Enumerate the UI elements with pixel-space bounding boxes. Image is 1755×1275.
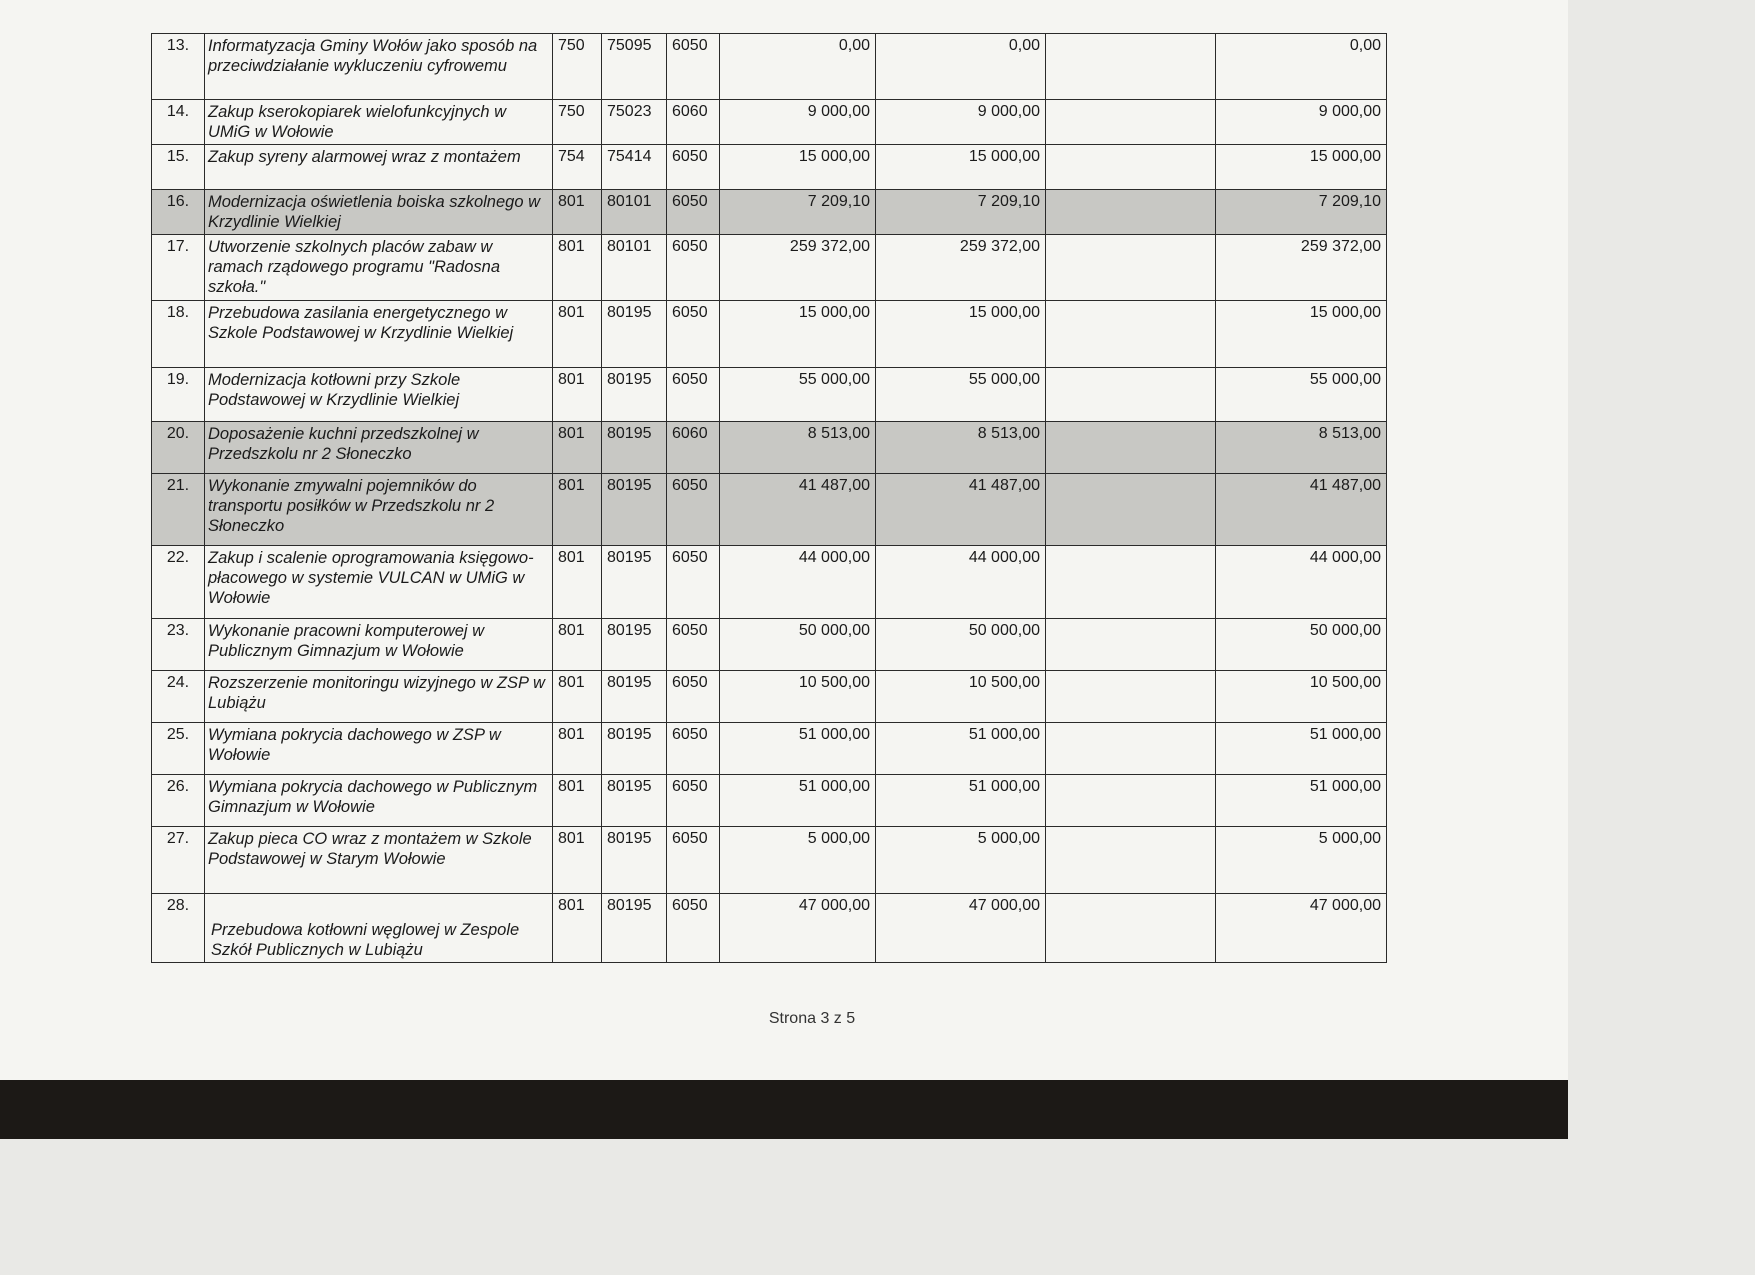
amount-final: 47 000,00 (1216, 894, 1387, 963)
table-row (152, 145, 1387, 190)
amount-total: 44 000,00 (720, 546, 876, 619)
table-row (152, 100, 1387, 145)
paragraf-code: 6050 (667, 190, 720, 235)
rozdzial-code: 80195 (602, 368, 667, 422)
task-description: Przebudowa kotłowni węglowej w Zespole Szkół Publicznych w Lubiążu (205, 894, 553, 963)
amount-budget: 15 000,00 (876, 301, 1046, 368)
task-description: Wykonanie pracowni komputerowej w Publicznym Gimnazjum w Wołowie (205, 619, 553, 671)
amount-budget: 259 372,00 (876, 235, 1046, 301)
rozdzial-code: 80101 (602, 235, 667, 301)
dzial-code: 801 (553, 368, 602, 422)
table-row (152, 368, 1387, 422)
table-row (152, 190, 1387, 235)
amount-final: 10 500,00 (1216, 671, 1387, 723)
amount-budget: 44 000,00 (876, 546, 1046, 619)
amount-final: 51 000,00 (1216, 775, 1387, 827)
paragraf-code: 6050 (667, 671, 720, 723)
dzial-code: 801 (553, 301, 602, 368)
dzial-code: 801 (553, 827, 602, 894)
row-number: 26. (152, 775, 205, 827)
paragraf-code: 6050 (667, 474, 720, 546)
amount-final: 44 000,00 (1216, 546, 1387, 619)
amount-budget: 51 000,00 (876, 723, 1046, 775)
amount-empty-col (1046, 34, 1216, 100)
task-description: Informatyzacja Gminy Wołów jako sposób na przeciwdziałanie wykluczeniu cyfrowemu (205, 34, 553, 100)
amount-final: 15 000,00 (1216, 301, 1387, 368)
table-row (152, 301, 1387, 368)
amount-final: 50 000,00 (1216, 619, 1387, 671)
row-number: 15. (152, 145, 205, 190)
amount-final: 8 513,00 (1216, 422, 1387, 474)
rozdzial-code: 80195 (602, 301, 667, 368)
amount-final: 5 000,00 (1216, 827, 1387, 894)
row-number: 22. (152, 546, 205, 619)
amount-total: 15 000,00 (720, 145, 876, 190)
amount-total: 50 000,00 (720, 619, 876, 671)
rozdzial-code: 80195 (602, 894, 667, 963)
row-number: 13. (152, 34, 205, 100)
table-row (152, 34, 1387, 100)
task-description: Przebudowa zasilania energetycznego w Szkole Podstawowej w Krzydlinie Wielkiej (205, 301, 553, 368)
dzial-code: 750 (553, 34, 602, 100)
task-description: Modernizacja kotłowni przy Szkole Podstawowej w Krzydlinie Wielkiej (205, 368, 553, 422)
paragraf-code: 6050 (667, 301, 720, 368)
table-row (152, 775, 1387, 827)
paragraf-code: 6050 (667, 235, 720, 301)
investment-table (151, 33, 1387, 963)
row-number: 14. (152, 100, 205, 145)
amount-empty-col (1046, 235, 1216, 301)
amount-final: 7 209,10 (1216, 190, 1387, 235)
amount-final: 51 000,00 (1216, 723, 1387, 775)
rozdzial-code: 80195 (602, 775, 667, 827)
amount-budget: 0,00 (876, 34, 1046, 100)
paragraf-code: 6050 (667, 619, 720, 671)
task-description: Zakup syreny alarmowej wraz z montażem (205, 145, 553, 190)
table-row (152, 619, 1387, 671)
dzial-code: 801 (553, 546, 602, 619)
dzial-code: 801 (553, 190, 602, 235)
table-row (152, 422, 1387, 474)
paragraf-code: 6050 (667, 894, 720, 963)
amount-total: 41 487,00 (720, 474, 876, 546)
task-description: Rozszerzenie monitoringu wizyjnego w ZSP w Lubiążu (205, 671, 553, 723)
row-number: 27. (152, 827, 205, 894)
amount-final: 55 000,00 (1216, 368, 1387, 422)
amount-empty-col (1046, 100, 1216, 145)
paragraf-code: 6050 (667, 723, 720, 775)
rozdzial-code: 75414 (602, 145, 667, 190)
amount-budget: 9 000,00 (876, 100, 1046, 145)
task-description: Wykonanie zmywalni pojemników do transportu posiłków w Przedszkolu nr 2 Słoneczko (205, 474, 553, 546)
amount-total: 55 000,00 (720, 368, 876, 422)
dzial-code: 801 (553, 235, 602, 301)
row-number: 23. (152, 619, 205, 671)
dzial-code: 801 (553, 474, 602, 546)
amount-empty-col (1046, 145, 1216, 190)
row-number: 18. (152, 301, 205, 368)
rozdzial-code: 80101 (602, 190, 667, 235)
task-description: Wymiana pokrycia dachowego w Publicznym Gimnazjum w Wołowie (205, 775, 553, 827)
rozdzial-code: 80195 (602, 619, 667, 671)
amount-budget: 47 000,00 (876, 894, 1046, 963)
task-description: Wymiana pokrycia dachowego w ZSP w Wołowie (205, 723, 553, 775)
row-number: 28. (152, 894, 205, 963)
paragraf-code: 6050 (667, 775, 720, 827)
amount-empty-col (1046, 190, 1216, 235)
amount-final: 9 000,00 (1216, 100, 1387, 145)
paragraf-code: 6060 (667, 100, 720, 145)
rozdzial-code: 80195 (602, 723, 667, 775)
amount-final: 41 487,00 (1216, 474, 1387, 546)
amount-empty-col (1046, 671, 1216, 723)
amount-empty-col (1046, 619, 1216, 671)
paragraf-code: 6060 (667, 422, 720, 474)
amount-empty-col (1046, 368, 1216, 422)
amount-budget: 55 000,00 (876, 368, 1046, 422)
dzial-code: 801 (553, 723, 602, 775)
rozdzial-code: 80195 (602, 474, 667, 546)
row-number: 16. (152, 190, 205, 235)
amount-empty-col (1046, 827, 1216, 894)
dzial-code: 801 (553, 422, 602, 474)
amount-empty-col (1046, 723, 1216, 775)
amount-total: 5 000,00 (720, 827, 876, 894)
row-number: 20. (152, 422, 205, 474)
row-number: 24. (152, 671, 205, 723)
table-row (152, 894, 1387, 963)
amount-budget: 15 000,00 (876, 145, 1046, 190)
rozdzial-code: 75095 (602, 34, 667, 100)
dzial-code: 801 (553, 775, 602, 827)
rozdzial-code: 80195 (602, 671, 667, 723)
task-description: Zakup i scalenie oprogramowania księgowo- płacowego w systemie VULCAN w UMiG w Wołowie (205, 546, 553, 619)
task-description: Modernizacja oświetlenia boiska szkolnego w Krzydlinie Wielkiej (205, 190, 553, 235)
table-row (152, 546, 1387, 619)
amount-total: 0,00 (720, 34, 876, 100)
table-row (152, 474, 1387, 546)
amount-total: 10 500,00 (720, 671, 876, 723)
dzial-code: 754 (553, 145, 602, 190)
amount-empty-col (1046, 474, 1216, 546)
amount-empty-col (1046, 422, 1216, 474)
scan-border (0, 1080, 1568, 1139)
amount-empty-col (1046, 894, 1216, 963)
rozdzial-code: 80195 (602, 827, 667, 894)
rozdzial-code: 80195 (602, 422, 667, 474)
row-number: 19. (152, 368, 205, 422)
amount-empty-col (1046, 301, 1216, 368)
amount-total: 51 000,00 (720, 775, 876, 827)
table-row (152, 671, 1387, 723)
amount-budget: 41 487,00 (876, 474, 1046, 546)
paragraf-code: 6050 (667, 34, 720, 100)
task-description: Doposażenie kuchni przedszkolnej w Przedszkolu nr 2 Słoneczko (205, 422, 553, 474)
amount-budget: 51 000,00 (876, 775, 1046, 827)
amount-budget: 7 209,10 (876, 190, 1046, 235)
amount-total: 15 000,00 (720, 301, 876, 368)
rozdzial-code: 80195 (602, 546, 667, 619)
paragraf-code: 6050 (667, 827, 720, 894)
row-number: 21. (152, 474, 205, 546)
amount-final: 259 372,00 (1216, 235, 1387, 301)
rozdzial-code: 75023 (602, 100, 667, 145)
dzial-code: 801 (553, 619, 602, 671)
amount-final: 0,00 (1216, 34, 1387, 100)
amount-total: 9 000,00 (720, 100, 876, 145)
amount-total: 8 513,00 (720, 422, 876, 474)
paragraf-code: 6050 (667, 546, 720, 619)
table-row (152, 827, 1387, 894)
dzial-code: 750 (553, 100, 602, 145)
amount-total: 47 000,00 (720, 894, 876, 963)
amount-budget: 10 500,00 (876, 671, 1046, 723)
amount-final: 15 000,00 (1216, 145, 1387, 190)
page-number: Strona 3 z 5 (768, 1010, 856, 1027)
task-description: Zakup kserokopiarek wielofunkcyjnych w UMiG w Wołowie (205, 100, 553, 145)
dzial-code: 801 (553, 671, 602, 723)
amount-budget: 50 000,00 (876, 619, 1046, 671)
amount-empty-col (1046, 775, 1216, 827)
amount-total: 259 372,00 (720, 235, 876, 301)
amount-total: 7 209,10 (720, 190, 876, 235)
row-number: 25. (152, 723, 205, 775)
amount-empty-col (1046, 546, 1216, 619)
amount-budget: 8 513,00 (876, 422, 1046, 474)
row-number: 17. (152, 235, 205, 301)
table-row (152, 723, 1387, 775)
amount-total: 51 000,00 (720, 723, 876, 775)
amount-budget: 5 000,00 (876, 827, 1046, 894)
paragraf-code: 6050 (667, 368, 720, 422)
task-description: Utworzenie szkolnych placów zabaw w ramach rządowego programu "Radosna szkoła." (205, 235, 553, 301)
paragraf-code: 6050 (667, 145, 720, 190)
dzial-code: 801 (553, 894, 602, 963)
table-row (152, 235, 1387, 301)
task-description: Zakup pieca CO wraz z montażem w Szkole Podstawowej w Starym Wołowie (205, 827, 553, 894)
